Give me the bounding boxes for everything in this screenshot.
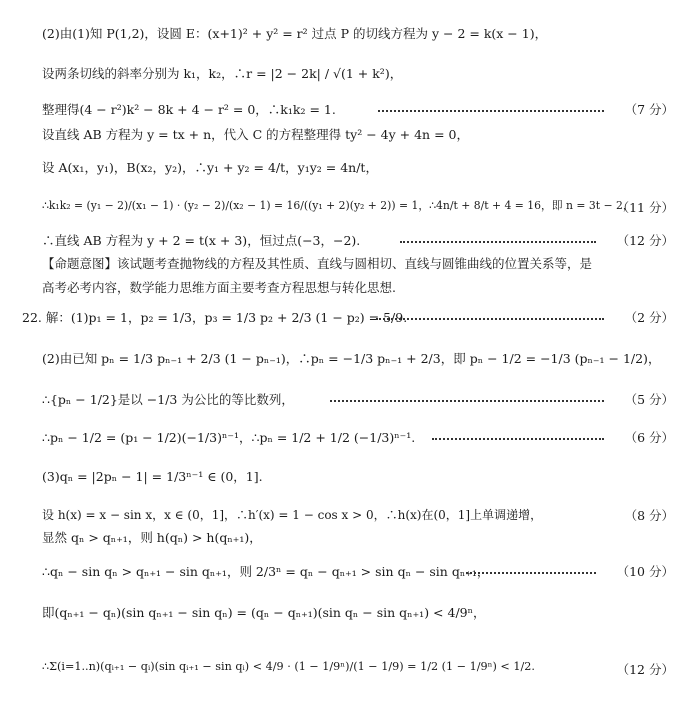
- score-label: （8 分）: [624, 508, 674, 523]
- text-line: ∴k₁k₂ = (y₁ − 2)/(x₁ − 1) · (y₂ − 2)/(x₂ − 1) = 16/((y₁ + 2)(y₂ + 2)) = 1，∴4n/t + 8/t + 4 = 16，即 n = 3t − 2，: [42, 199, 634, 212]
- score-label: （12 分）: [616, 662, 674, 677]
- text-line: (2)由已知 pₙ = 1/3 pₙ₋₁ + 2/3 (1 − pₙ₋₁)，∴pₙ = −1/3 pₙ₋₁ + 2/3，即 pₙ − 1/2 = −1/3 (pₙ₋₁ − 1/2)，: [42, 351, 661, 366]
- score-label: （2 分）: [624, 310, 674, 325]
- text-line: ∴Σ(i=1..n)(qᵢ₊₁ − qᵢ)(sin qᵢ₊₁ − sin qᵢ) < 4/9 · (1 − 1/9ⁿ)/(1 − 1/9) = 1/2 (1 − 1/9ⁿ) < 1/2.: [42, 660, 535, 673]
- text-line: ∴直线 AB 方程为 y + 2 = t(x + 3)，恒过点(−3，−2).: [42, 233, 361, 248]
- dot-leader: [432, 438, 604, 440]
- score-label: （11 分）: [616, 200, 674, 215]
- dot-leader: [378, 110, 604, 112]
- text-line: 设直线 AB 方程为 y = tx + n，代入 C 的方程整理得 ty² − 4y + 4n = 0，: [42, 127, 469, 142]
- text-line: 整理得(4 − r²)k² − 8k + 4 − r² = 0，∴k₁k₂ = 1.: [42, 102, 336, 117]
- dot-leader: [330, 400, 604, 402]
- text-line: 设 h(x) = x − sin x，x ∈ (0，1]，∴h′(x) = 1 − cos x > 0，∴h(x)在(0，1]上单调递增，: [42, 508, 543, 522]
- text-line: ∴pₙ − 1/2 = (p₁ − 1/2)(−1/3)ⁿ⁻¹，∴pₙ = 1/2 + 1/2 (−1/3)ⁿ⁻¹.: [42, 430, 416, 445]
- text-line: 高考必考内容，数学能力思维方面主要考查方程思想与转化思想.: [42, 280, 396, 295]
- text-line: 【命题意图】该试题考查抛物线的方程及其性质、直线与圆相切、直线与圆锥曲线的位置关系等，是: [42, 256, 593, 271]
- text-line: 22. 解：(1)p₁ = 1，p₂ = 1/3，p₃ = 1/3 p₂ + 2/3 (1 − p₂) = 5/9.: [22, 310, 408, 325]
- dot-leader: [376, 318, 604, 320]
- score-label: （5 分）: [624, 392, 674, 407]
- text-line: (3)qₙ = |2pₙ − 1| = 1/3ⁿ⁻¹ ∈ (0，1].: [42, 469, 263, 484]
- text-line: 设 A(x₁，y₁)，B(x₂，y₂)，∴y₁ + y₂ = 4/t，y₁y₂ = 4n/t，: [42, 160, 378, 175]
- dot-leader: [466, 572, 596, 574]
- text-line: 设两条切线的斜率分别为 k₁，k₂，∴r = |2 − 2k| / √(1 + k²)，: [42, 66, 403, 81]
- score-label: （7 分）: [624, 102, 674, 117]
- score-label: （6 分）: [624, 430, 674, 445]
- score-label: （12 分）: [616, 233, 674, 248]
- text-line: ∴{pₙ − 1/2}是以 −1/3 为公比的等比数列，: [42, 392, 294, 407]
- text-line: 即(qₙ₊₁ − qₙ)(sin qₙ₊₁ − sin qₙ) = (qₙ − qₙ₊₁)(sin qₙ − sin qₙ₊₁) < 4/9ⁿ，: [42, 605, 486, 620]
- score-label: （10 分）: [616, 564, 674, 579]
- text-line: (2)由(1)知 P(1,2)，设圆 E：(x+1)² + y² = r² 过点 P 的切线方程为 y − 2 = k(x − 1)，: [42, 26, 548, 41]
- text-line: 显然 qₙ > qₙ₊₁，则 h(qₙ) > h(qₙ₊₁)，: [42, 530, 262, 545]
- text-line: ∴qₙ − sin qₙ > qₙ₊₁ − sin qₙ₊₁，则 2/3ⁿ = qₙ − qₙ₊₁ > sin qₙ − sin qₙ₊₁，: [42, 564, 490, 579]
- dot-leader: [400, 241, 596, 243]
